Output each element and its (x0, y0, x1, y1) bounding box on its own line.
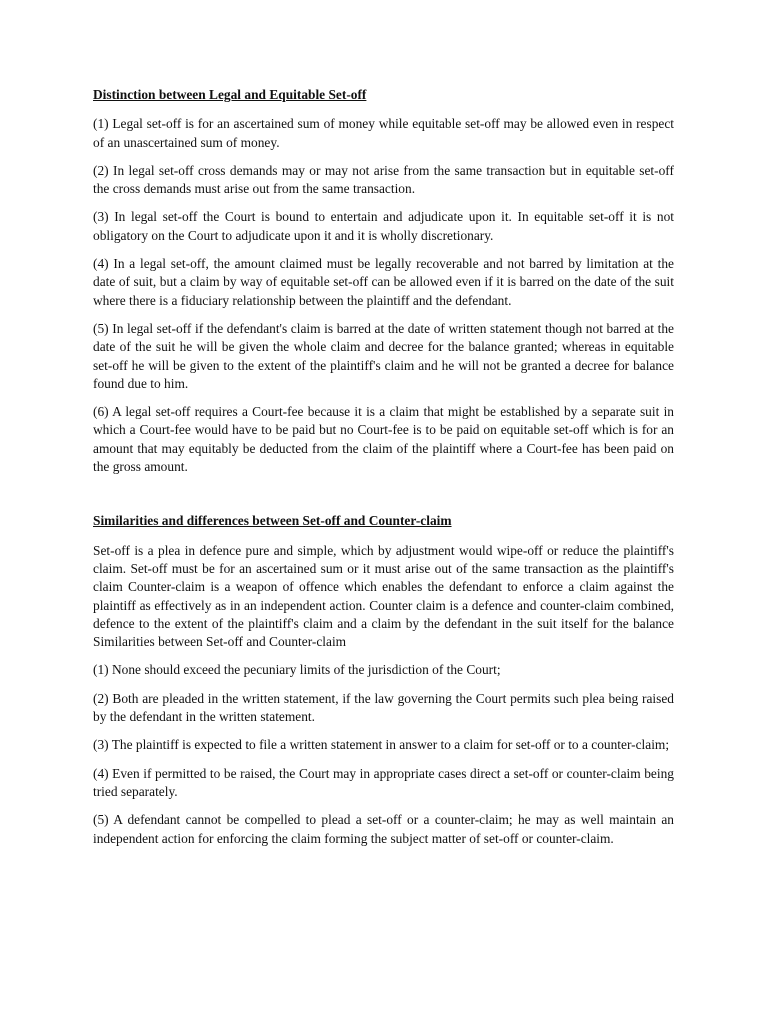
document-page (93, 86, 674, 858)
paragraph: (3) In legal set-off the Court is bound to entertain and adjudicate upon it. In equitable set-off it is not obligatory on the Court to adjudicate upon it and it is wholly discretionary. (93, 209, 674, 243)
section-set-off-counter-claim (93, 512, 674, 847)
paragraph: (3) The plaintiff is expected to file a written statement in answer to a claim for set-off or to a counter-claim; (93, 737, 670, 753)
paragraph: (4) Even if permitted to be raised, the Court may in appropriate cases direct a set-off or counter-claim being tried separately. (93, 765, 674, 799)
paragraph: (5) A defendant cannot be compelled to plead a set-off or a counter-claim; he may as well maintain an independent action for enforcing the claim forming the subject matter of set-off or counter-claim. (93, 812, 674, 846)
paragraph: (2) In legal set-off cross demands may or may not arise from the same transaction but in equitable set-off the cross demands must arise out from the same transaction. (93, 162, 674, 197)
paragraph: (5) In legal set-off if the defendant's claim is barred at the date of written statement though not barred at the date of the suit he will be given the whole claim and decree for the balance granted; whereas in equitable set-off he will be given to the extent of the plaintiff's claim and he will not be granted a decree for balance found due to him. (93, 320, 674, 391)
section-spacer (93, 486, 674, 512)
paragraph: (4) In a legal set-off, the amount claimed must be legally recoverable and not barred by limitation at the date of suit, but a claim by way of equitable set-off can be allowed even if it is barred on the date of the suit where there is a fiduciary relationship between the plaintiff and the defendant. (93, 256, 674, 308)
section-heading: Distinction between Legal and Equitable Set-off (93, 87, 367, 102)
paragraph: (6) A legal set-off requires a Court-fee because it is a claim that might be established by a separate suit in which a Court-fee would have to be paid but no Court-fee is to be paid on equitable set-off which is for an amount that may equitably be deducted from the claim of the plaintiff where a Court-fee has been paid on the gross amount. (93, 404, 674, 475)
paragraph: (2) Both are pleaded in the written statement, if the law governing the Court permits such plea being raised by the defendant in the written statement. (93, 690, 674, 725)
paragraph: (1) None should exceed the pecuniary limits of the jurisdiction of the Court; (93, 662, 501, 678)
section-heading: Similarities and differences between Set-off and Counter-claim (93, 513, 452, 529)
section-legal-equitable-set-off (93, 86, 674, 476)
paragraph: Set-off is a plea in defence pure and simple, which by adjustment would wipe-off or reduce the plaintiff's claim. Set-off must be for an ascertained sum or it must arise out of the same transaction as the plaintiff's claim Counter-claim is a weapon of offence which enables the defendant to enforce a claim against the plaintiff as effectively as in an independent action. Counter claim is a defence and counter-claim combined, defence to the extent of the plaintiff's claim and a claim by the defendant in the suit itself for the balance Similarities between Set-off and Counter-claim (93, 542, 674, 650)
paragraph: (1) Legal set-off is for an ascertained sum of money while equitable set-off may be allowed even in respect of an unascertained sum of money. (93, 116, 674, 150)
